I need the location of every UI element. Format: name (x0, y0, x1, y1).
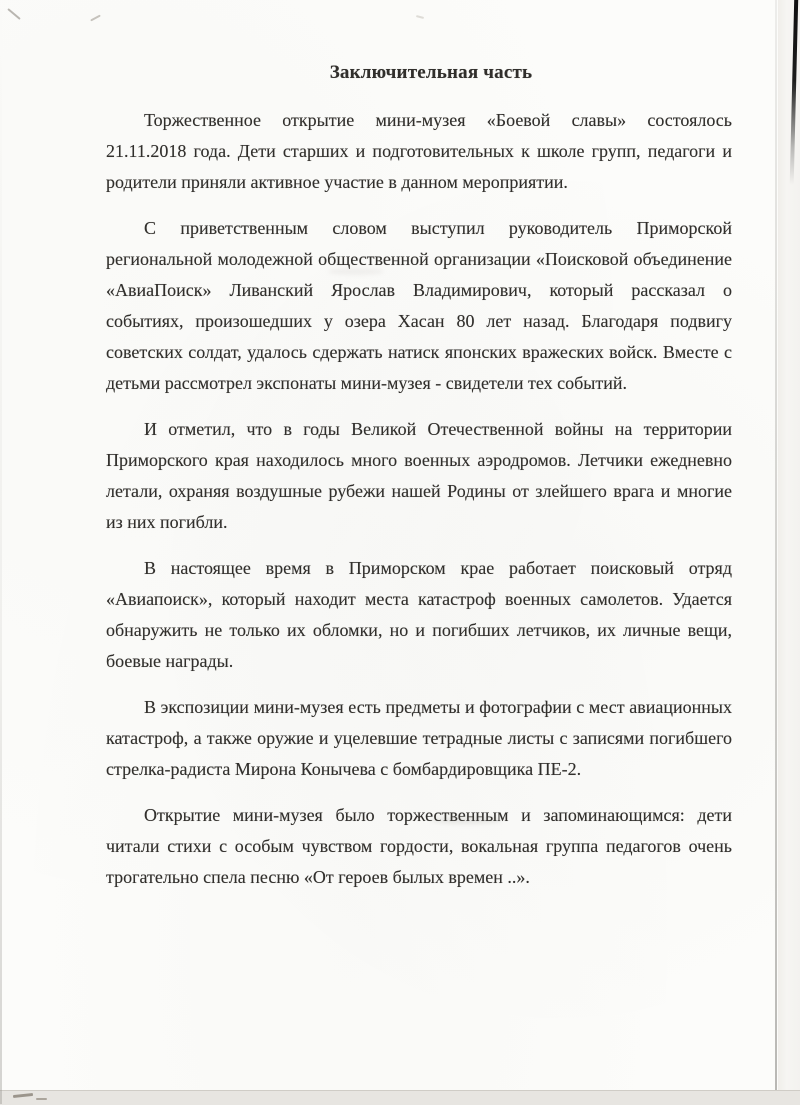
scan-scratch (416, 15, 424, 19)
scan-smudge (430, 816, 502, 824)
scan-left-edge (0, 0, 2, 1104)
scan-scratch (7, 8, 21, 20)
paragraph-search-squad: В настоящее время в Приморском крае работает поисковый отряд «Авиапоиск», который находит места катастроф военных самолетов. Удается обнаружить не только их обломки, но и погибших летчиков, их личные вещи, боевые награды. (106, 558, 732, 671)
paragraph-welcome-speech: С приветственным словом выступил руководитель Приморской региональной молодежной общественной организации «Поисковой объединение «АвиаПоиск» Ливанский Ярослав Владимирович, который рассказал о событиях, произошедших у озера Хасан 80 лет назад. Благодаря подвигу советских солдат, удалось сдержать натиск японских вражеских войск. Вместе с детьми рассмотрел экспонаты мини-музея - свидетели тех событий. (106, 218, 732, 393)
paragraph-exposition-items: В экспозиции мини-музея есть предметы и фотографии с мест авиационных катастроф, а также оружие и уцелевшие тетрадные листы с записями погибшего стрелка-радиста Мирона Конычева с бомбардировщика ПЕ-2. (106, 697, 732, 779)
document-title: Заключительная часть (329, 62, 533, 83)
scan-scratch (90, 15, 101, 22)
scan-right-margin (778, 0, 800, 1090)
document-body (106, 58, 732, 908)
paragraph-ceremony-finale: Открытие мини-музея было торжественным и запоминающимся: дети читали стихи с особым чувством гордости, вокальная группа педагогов очень трогательно спела песню «От героев былых времен ..». (106, 805, 732, 887)
scan-mark-bottom-left (36, 1098, 47, 1100)
paper-edge-bottom (0, 1090, 800, 1105)
paragraph-opening-ceremony: Торжественное открытие мини-музея «Боевой славы» состоялось 21.11.2018 года. Дети старших и подготовительных к школе групп, педагоги и родители приняли активное участие в данном мероприятии. (106, 110, 732, 192)
paragraph-war-airfields: И отметил, что в годы Великой Отечественной войны на территории Приморского края находилось много военных аэродромов. Летчики ежедневно летали, охраняя воздушные рубежи нашей Родины от злейшего врага и многие из них погибли. (106, 419, 732, 532)
scan-smudge (328, 268, 384, 275)
paper-edge-right (775, 0, 777, 1090)
